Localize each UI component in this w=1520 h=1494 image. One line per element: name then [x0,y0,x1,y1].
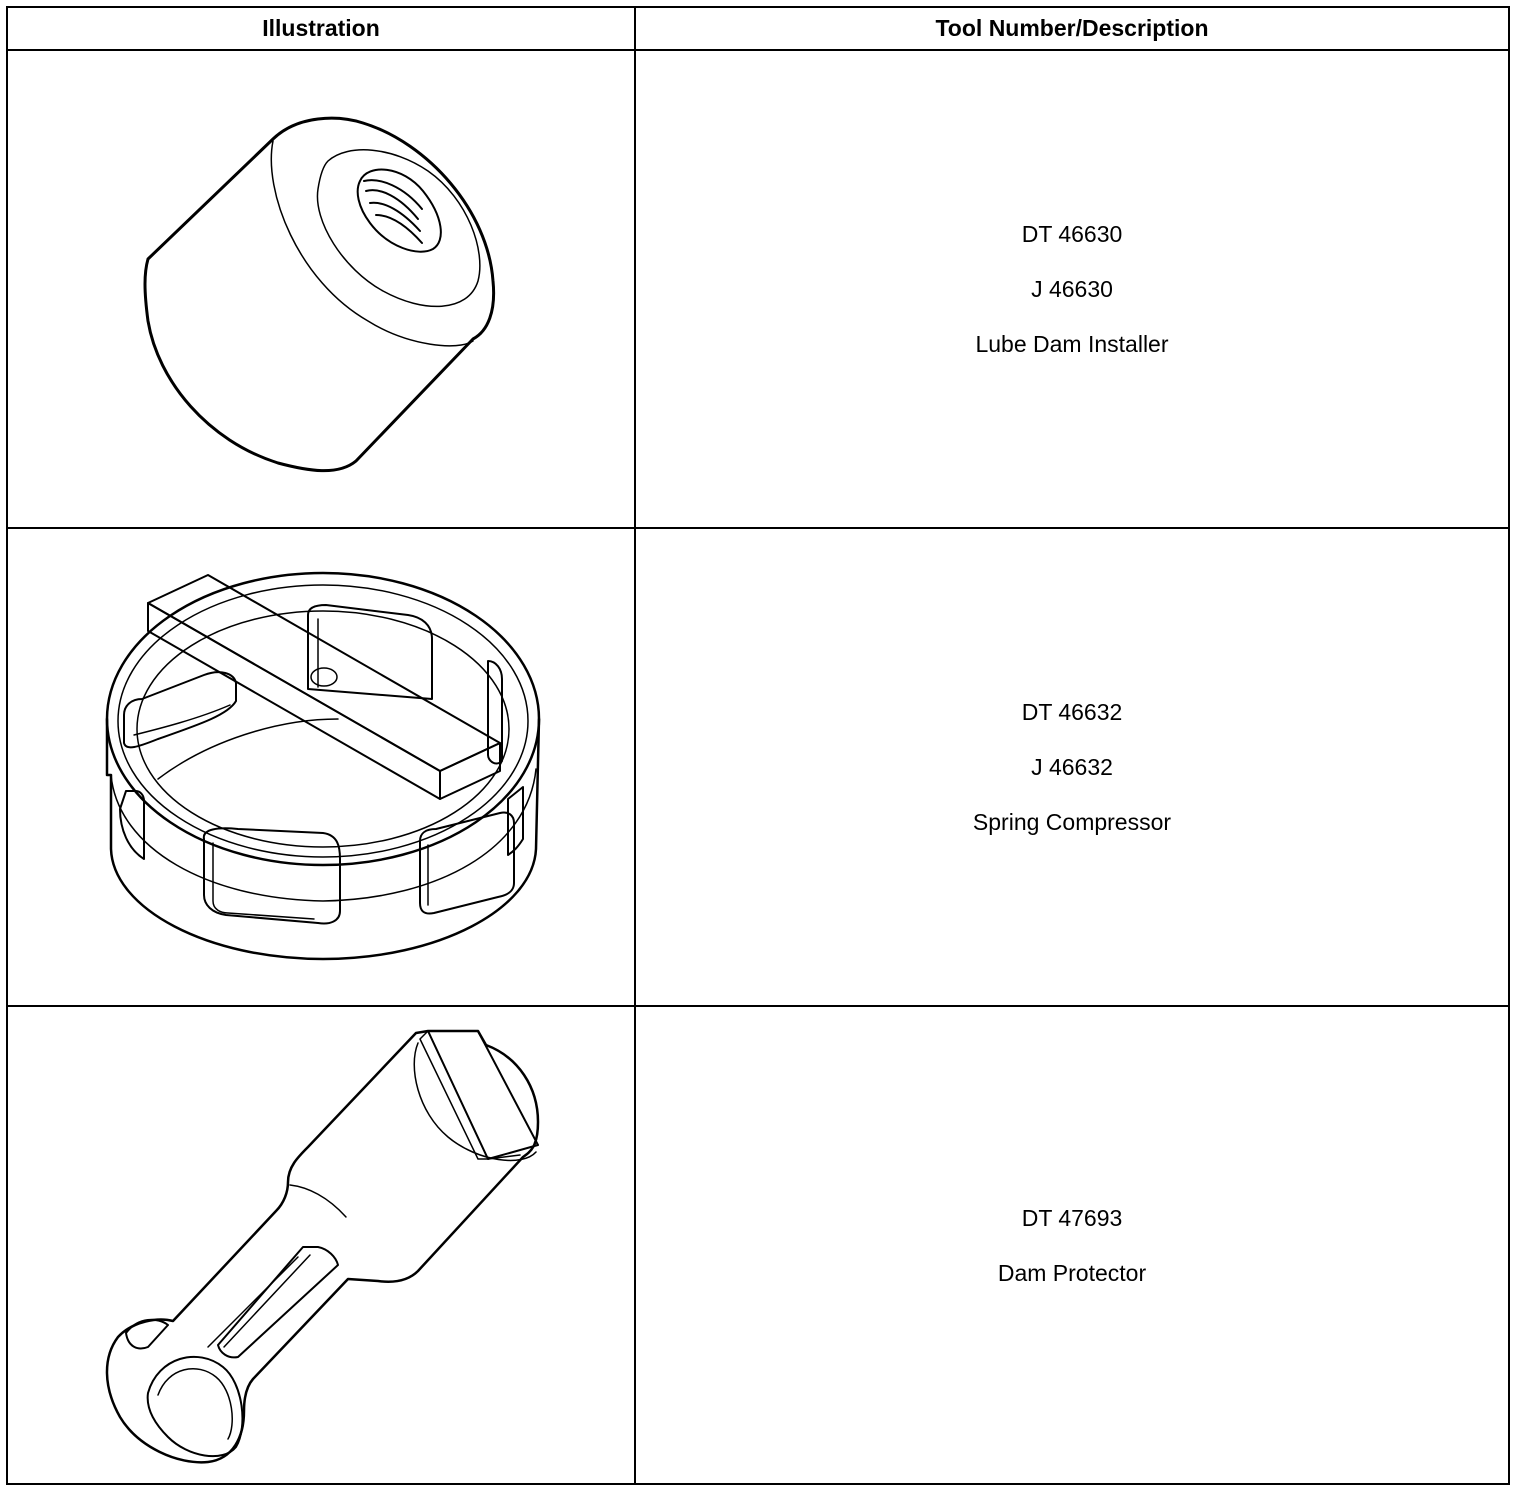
tool-number-dt: DT 46632 [1021,699,1123,725]
tool-number-j: J 46632 [1031,754,1113,780]
header-illustration: Illustration [7,7,635,50]
header-row [7,7,1509,50]
header-tool-number-description: Tool Number/Description [635,7,1509,50]
tool-number-dt: DT 47693 [1021,1204,1123,1231]
tool-description: Dam Protector [997,1259,1147,1286]
illustration-cell [7,1006,635,1484]
lube-dam-installer-illustration [8,51,636,527]
tool-table [6,6,1510,1485]
table-row [7,1006,1509,1484]
spring-compressor-illustration [8,529,636,1005]
table-row [7,528,1509,1006]
tool-description-cell [635,528,1509,1006]
table-row [7,50,1509,528]
tool-number-dt: DT 46630 [1021,221,1123,247]
tool-number-j: J 46630 [1031,276,1113,302]
tool-description: Lube Dam Installer [975,331,1169,357]
tool-description: Spring Compressor [972,809,1172,835]
illustration-cell [7,50,635,528]
dam-protector-illustration [8,1007,636,1483]
tool-description-cell [635,50,1509,528]
illustration-cell [7,528,635,1006]
tool-description-cell [635,1006,1509,1484]
